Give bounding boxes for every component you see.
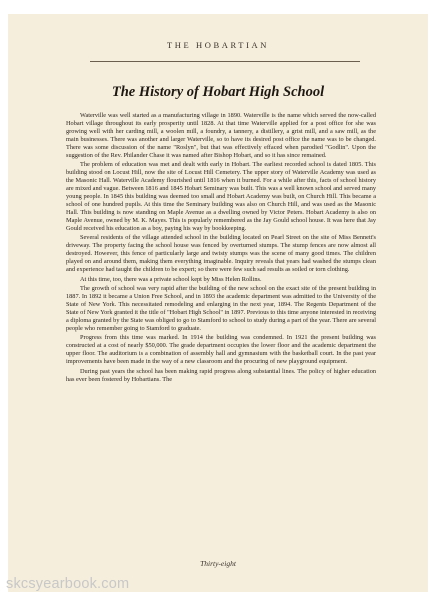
site-watermark: skcsyearbook.com: [6, 576, 130, 592]
header-rule: [90, 61, 360, 62]
running-head: THE HOBARTIAN: [167, 40, 269, 50]
paragraph: At this time, too, there was a private school kept by Miss Helen Rollins.: [80, 275, 262, 283]
paragraph: Waterville was well started as a manufacturing village in 1890. Waterville is the name which served the now-called Hobart village throughout its early prosperity until 1828. At that time Waterville applied for a post office for she was growing well with her carding mill, a woolen mill, a foundry, a tannery, a distillery, a grist mill, and a saw mill, as the main businesses. There was another and larger Waterville, so to have its desired post office the name was to be changed. There was some discussion of the name "Roslyn", but that was effectively effaced when parodied "Godlin". Upon the suggestion of the Rev. Philander Chase it was named after Bishop Hobart, and so it has since remained.: [66, 112, 376, 159]
yearbook-page: [8, 14, 428, 592]
paragraph: During past years the school has been making rapid progress along substantial lines. The policy of higher education has ever been fostered by Hobartians. The: [66, 367, 376, 383]
article-body: [66, 112, 376, 385]
paragraph: Several residents of the village attended school in the building located on Pearl Street on the site of Miss Bennett's driveway. The property facing the school house was fenced by overturned stumps. The stump fences are now almost all destroyed. However, this fence of particularly large and twisty stumps was the scene of many good times. The children played on and around them, making them everything imaginable. Inquiry reveals that years had washed the stumps clean and experience had taught the children to be expert; so there were few such sad results as soiled or torn clothing.: [66, 234, 376, 274]
paragraph: The problem of education was met and dealt with early in Hobart. The earliest recorded school is dated 1805. This building stood on Locust Hill, now the site of Locust Hill Cemetery. The upper story of Waterville Academy was used as the Masonic Hall. Waterville Academy flourished until 1816 when it burned. For a while after this, facts of school history are mixed and vague. Between 1816 and 1845 Hobart Seminary was built. This was a well known school and served many young people. In 1845 this building was deemed too small and Hobart Academy was built, on Church Hill. This became a school of one hundred pupils. At this time the Seminary building was also on Church Hill, and was used as the Masonic Hall. This building is now standing on Maple Avenue as a dwelling owned by Victor Peters. Hobart Academy is also on Maple Avenue, owned by M. K. Mayes. This is popularly remembered as the Jay Gould school house. It was here that Jay Gould received his education as a boy, paying his way by bookkeeping.: [66, 161, 376, 232]
paragraph: Progress from this time was marked. In 1914 the building was condemned. In 1921 the present building was constructed at a cost of nearly $50,000. The grade department occupies the lower floor and the academic department the upper floor. The auditorium is a combination of assembly hall and gymnasium with the basketball court. In the past year improvements have been made in the way of a new classroom and the procuring of new playground equipment.: [66, 334, 376, 366]
paragraph: The growth of school was very rapid after the building of the new school on the exact site of the present building in 1887. In 1892 it became a Union Free School, and in 1893 the academic department was admitted to the University of the State of New York. This necessitated remodeling and enlarging in the next year, 1894. The Regents Department of the State of New York granted it the title of "Hobart High School" in 1897. Previous to this time anyone interested in receiving a diploma granted by the State was obliged to go to Stamford to school to study during a part of the year. There are several people who remember going to Stamford to graduate.: [66, 285, 376, 332]
page-number: Thirty-eight: [200, 559, 236, 568]
article-title: The History of Hobart High School: [111, 84, 325, 100]
